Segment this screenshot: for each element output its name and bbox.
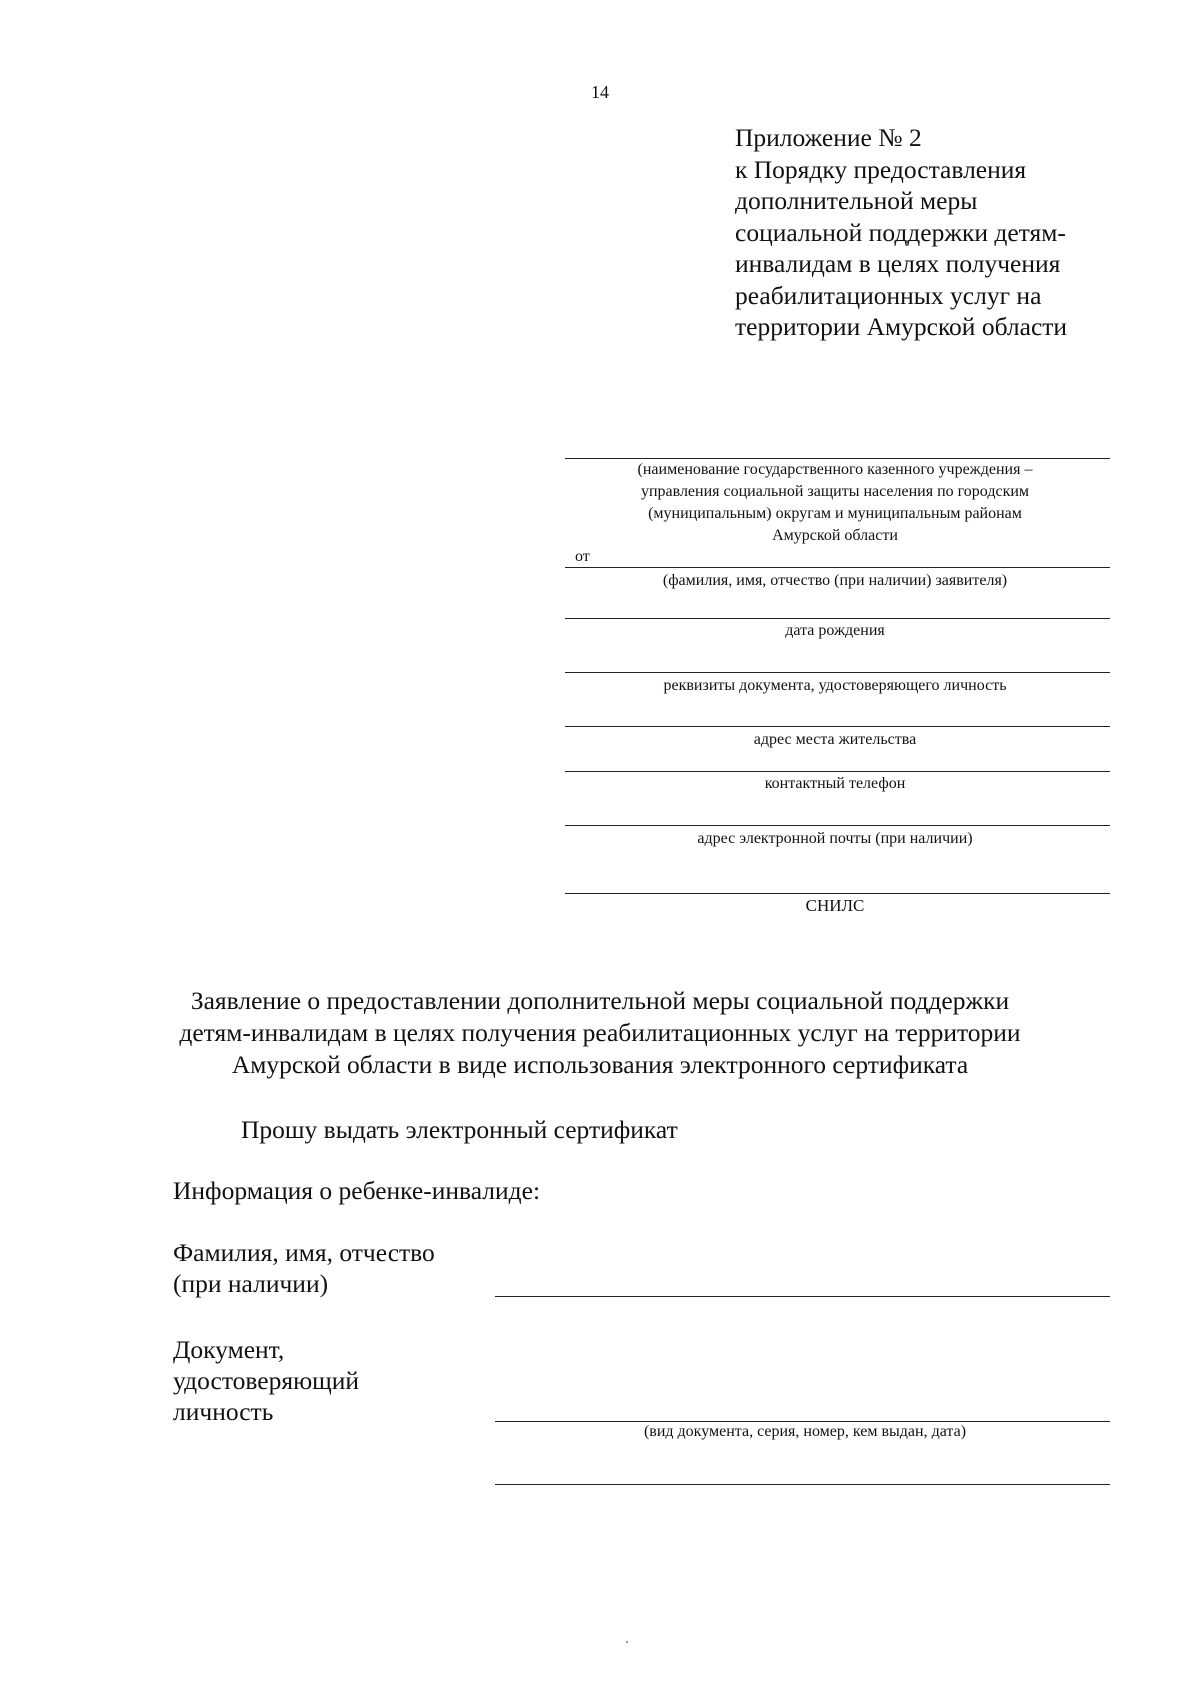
child-document-label [173,1334,359,1427]
request-text: Прошу выдать электронный сертификат [241,1115,678,1144]
recipient-caption-line: (наименование государственного казенного учреждения – [637,461,1033,478]
address-caption: адрес места жительства [753,731,917,748]
address-line[interactable] [565,726,1110,727]
recipient-caption [565,459,1105,547]
appendix-line: инвалидам в целях получения [735,249,1061,278]
child-info-heading: Информация о ребенке-инвалиде: [173,1176,541,1205]
statement-title-line: Заявление о предоставлении дополнительной меры социальной поддержки [190,986,1010,1015]
child-document-label-line: удостоверяющий [173,1366,360,1395]
recipient-caption-line: Амурской области [772,527,898,544]
child-document-label-line: Документ, [173,1335,285,1364]
recipient-caption-line: (муниципальным) округам и муниципальным районам [648,505,1022,522]
child-document-caption: (вид документа, серия, номер, кем выдан, дата) [643,1423,967,1440]
from-label: от [575,548,590,565]
phone-caption: контактный телефон [764,775,906,792]
statement-title [0,985,1200,1081]
id-document-caption: реквизиты документа, удостоверяющего личность [663,677,1007,694]
snils-line[interactable] [565,893,1110,894]
statement-title-line: Амурской области в виде использования электронного сертификата [231,1050,969,1079]
snils-caption: СНИЛС [805,896,865,915]
email-caption: адрес электронной почты (при наличии) [697,830,973,847]
appendix-line: территории Амурской области [735,312,1068,341]
id-document-line[interactable] [565,672,1110,673]
applicant-name-line[interactable] [565,567,1110,568]
scan-artifact [626,1641,628,1643]
statement-title-line: детям-инвалидам в целях получения реабилитационных услуг на территории [179,1018,1021,1047]
child-name-field-line[interactable] [495,1296,1110,1297]
child-name-label [173,1237,435,1299]
child-document-label-line: личность [173,1397,274,1426]
page-number: 14 [591,82,609,102]
appendix-line: к Порядку предоставления [735,154,1027,184]
appendix-line: реабилитационных услуг на [735,280,1042,310]
appendix-line: социальной поддержки детям- [735,217,1066,247]
child-name-label-line: (при наличии) [173,1269,329,1298]
recipient-caption-line: управления социальной защиты населения по городским [640,483,1030,500]
appendix-header [735,122,1067,343]
phone-line[interactable] [565,771,1110,772]
appendix-line: Приложение № 2 [735,123,922,152]
applicant-name-caption: (фамилия, имя, отчество (при наличии) заявителя) [662,572,1008,589]
email-line[interactable] [565,825,1110,826]
birth-date-line[interactable] [565,618,1110,619]
child-name-label-line: Фамилия, имя, отчество [173,1238,435,1267]
child-document-extra-line[interactable] [495,1484,1110,1485]
appendix-line: дополнительной меры [735,186,978,215]
child-document-field-line[interactable] [495,1421,1110,1422]
birth-date-caption: дата рождения [785,622,885,639]
